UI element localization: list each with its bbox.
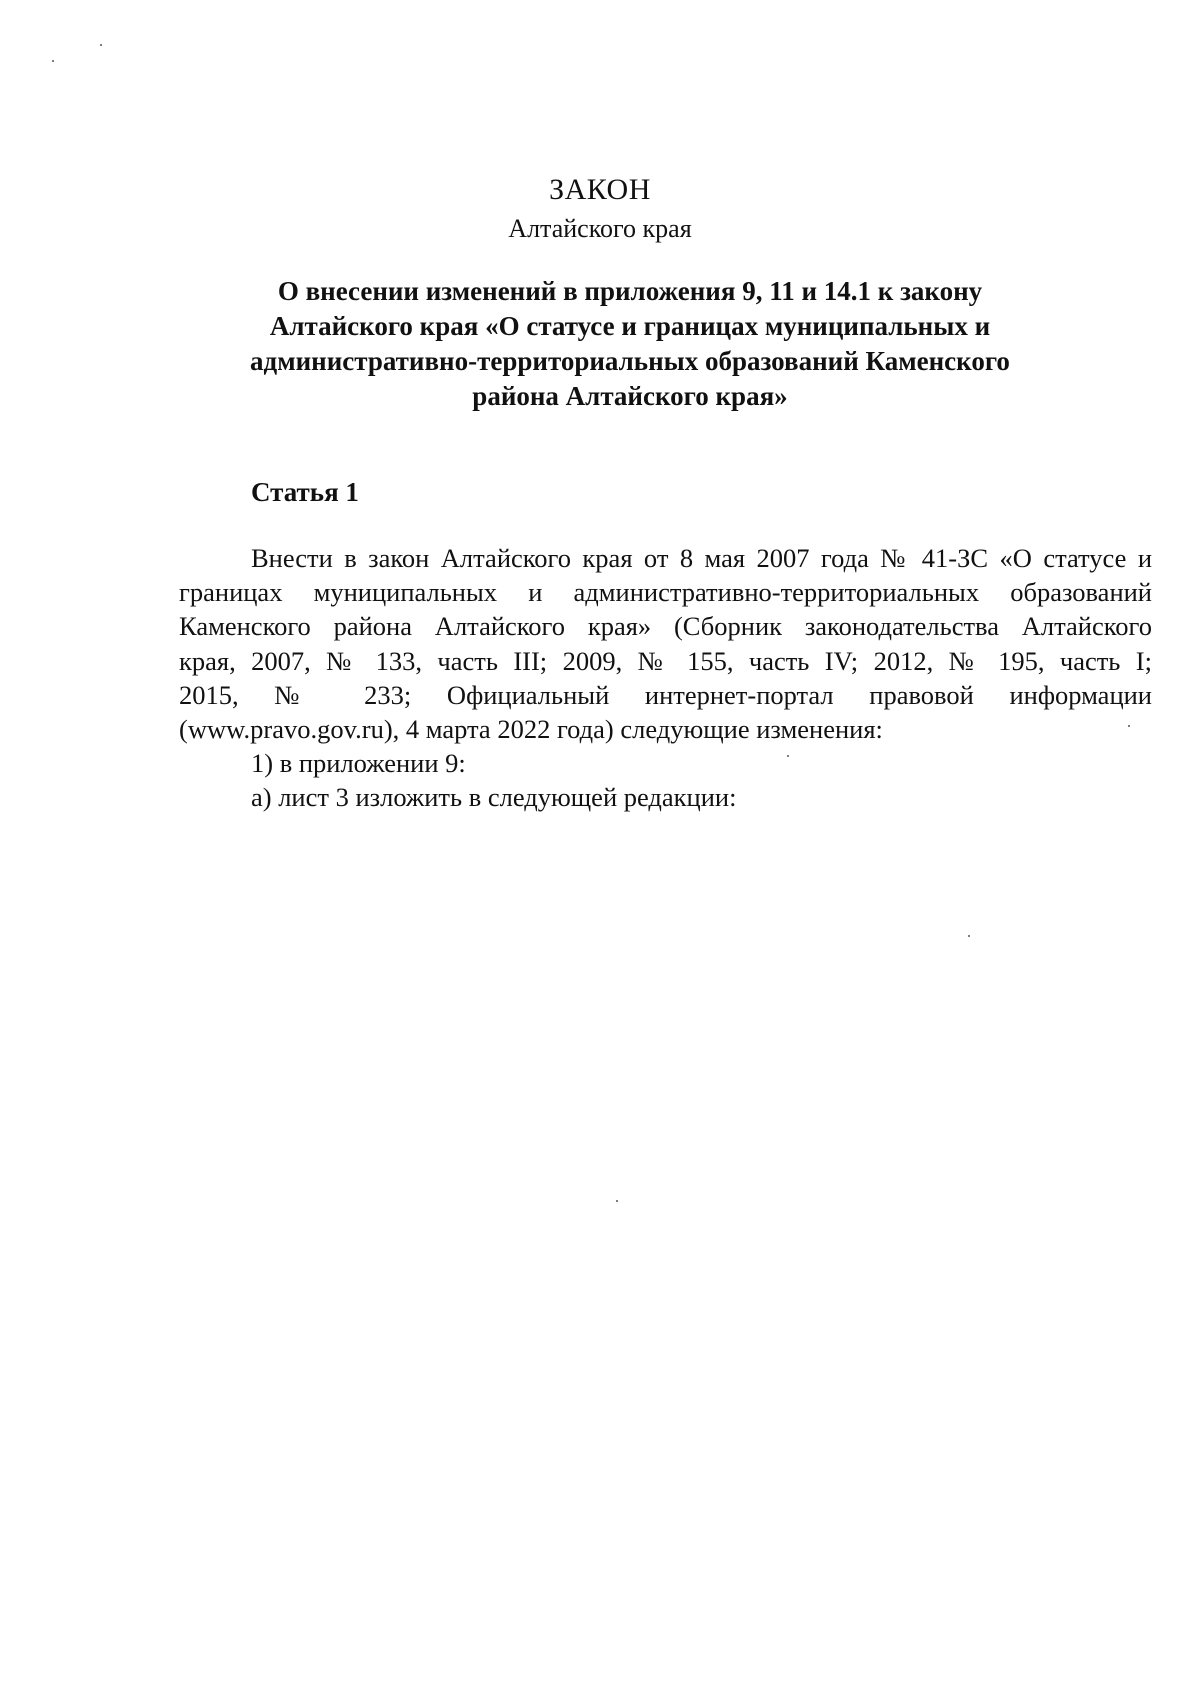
body-line: Внести в закон Алтайского края от 8 мая 2007 года № 41-ЗС «О статусе и	[251, 543, 1152, 573]
body-line: Каменского района Алтайского края» (Сборник законодательства Алтайского	[179, 611, 1152, 642]
body-line: края, 2007, № 133, часть III; 2009, № 155, часть IV; 2012, № 195, часть I;	[179, 645, 1152, 676]
scan-speck	[100, 44, 102, 46]
article-heading: Статья 1	[251, 477, 359, 507]
body-line: границах муниципальных и административно-территориальных образований	[179, 577, 1152, 608]
title-line: О внесении изменений в приложения 9, 11 и 14.1 к закону	[277, 276, 983, 306]
document-issuer: Алтайского края	[508, 214, 692, 243]
document-title	[230, 274, 1030, 414]
scan-speck	[1128, 725, 1130, 727]
scan-speck	[616, 1200, 618, 1202]
document-type: ЗАКОН	[549, 173, 651, 206]
title-line: района Алтайского края»	[472, 381, 788, 411]
title-line: Алтайского края «О статусе и границах муниципальных и	[269, 311, 991, 341]
article-body	[179, 541, 1152, 815]
body-line: 2015, № 233; Официальный интернет-портал правовой информации	[179, 679, 1152, 710]
title-line: административно-территориальных образований Каменского	[250, 346, 1010, 376]
list-item: а) лист 3 изложить в следующей редакции:	[251, 782, 737, 813]
scan-speck	[787, 755, 789, 757]
list-item: 1) в приложении 9:	[251, 748, 466, 779]
scan-speck	[968, 935, 970, 937]
body-line: (www.pravo.gov.ru), 4 марта 2022 года) следующие изменения:	[179, 714, 883, 745]
scan-speck	[52, 60, 54, 62]
